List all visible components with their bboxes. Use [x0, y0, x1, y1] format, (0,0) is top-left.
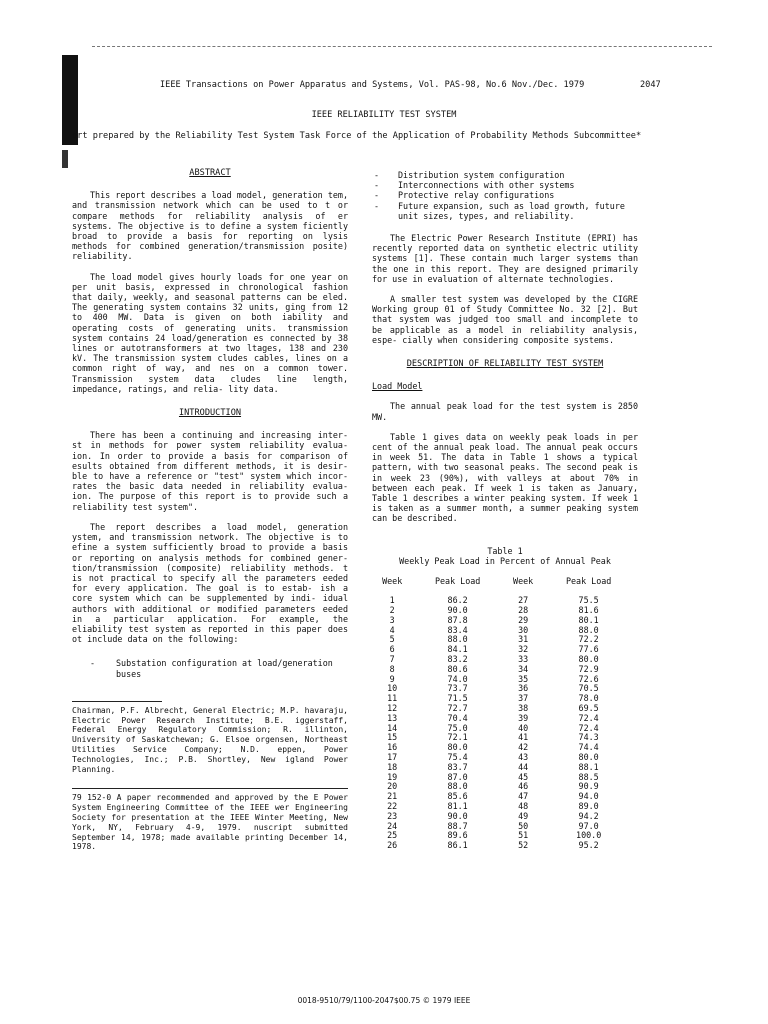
- table-cell: 97.0: [578, 820, 599, 831]
- table1-paragraph: Table 1 gives data on weekly peak loads in per cent of the annual peak load. The annual peak occurs in week 51. The data in Table 1 shows a typical pattern, with two seasonal peaks. The second peak is in week 23 (90%), with valleys at about 70% in between each peak. If week 1 is taken as January, Table 1 describes a winter peaking system. If week 1 is taken as a summer month, a summer peaking system can be described.: [372, 431, 638, 524]
- table-cell: 5: [389, 634, 395, 645]
- table-header-row: [372, 576, 634, 596]
- copyright-footer: 0018-9510/79/1100-2047$00.75 © 1979 IEEE: [297, 996, 471, 1005]
- table-cell: 16: [387, 742, 398, 753]
- weekly-peak-table: [372, 576, 634, 851]
- abstract-paragraph-2: The load model gives hourly loads for one year on per unit basis, expressed in chronological fashion that daily, weekly, and seasonal patterns can be eled. The generating system contains 32 units, ging from 12 to 400 MW. Data is given on both iability and operating costs of generating units. transmission system contains 24 load/generation es connected by 38 lines or autotransformers at two ltages, 138 and 230 kV. The transmission system cludes cables, lines on a common right of way, and nes on a common tower. Transmission system data cludes line length, impedance, ratings, and relia- lity data.: [72, 271, 348, 394]
- table-cell: 88.0: [447, 634, 468, 645]
- footnote-paper: 79 152-0 A paper recommended and approved by the E Power System Engineering Committee of the IEEE wer Engineering Society for presentation at the IEEE Winter Meeting, New York, NY, February 4-9, 1979. nuscript submitted September 14, 1978; made available printing December 14, 1978.: [72, 793, 348, 852]
- table-cell: 29: [518, 614, 529, 625]
- table-cell: 28: [518, 605, 529, 616]
- table-cell: 73.7: [447, 683, 468, 694]
- table-cell: 95.2: [578, 840, 599, 851]
- table-cell: 43: [518, 752, 529, 763]
- table-cell: 70.4: [447, 712, 468, 723]
- table-cell: 20: [387, 781, 398, 792]
- table-cell: 9: [389, 673, 395, 684]
- table-cell: 72.7: [447, 703, 468, 714]
- table-cell: 72.9: [578, 663, 599, 674]
- table-cell: 45: [518, 771, 529, 782]
- footnote-rule-2: [72, 788, 348, 789]
- table-cell: 78.0: [578, 693, 599, 704]
- table-cell: 83.7: [447, 761, 468, 772]
- table-cell: 26: [387, 840, 398, 851]
- column-header: Peak Load: [565, 576, 612, 587]
- left-bullet-item: - Substation configuration at load/generation buses: [72, 658, 348, 678]
- table-cell: 44: [518, 761, 529, 772]
- table-cell: 90.0: [447, 810, 468, 821]
- table-cell: 89.6: [447, 830, 468, 841]
- table-cell: 34: [518, 663, 529, 674]
- table-cell: 48: [518, 801, 529, 812]
- intro-paragraph-1: There has been a continuing and increasing inter- st in methods for power system reliability evalua- ion. In order to provide a basis for comparison of esults obtained from different methods, it is desir- ble to have a reference or "test" system which incor- rates the basic data needed in reliability evalua- ion. The purpose of this report is to provide such a reliability test system".: [72, 430, 348, 512]
- list-item: - Distribution system configuration: [372, 170, 638, 180]
- table-cell: 37: [518, 693, 529, 704]
- table-cell: 84.1: [447, 644, 468, 655]
- table-cell: 1: [389, 595, 395, 606]
- table-cell: 39: [518, 712, 529, 723]
- table-cell: 90.0: [447, 605, 468, 616]
- binding-shadow-small: [62, 150, 68, 168]
- table-cell: 80.1: [578, 614, 599, 625]
- table-cell: 75.4: [447, 752, 468, 763]
- table-cell: 75.0: [447, 722, 468, 733]
- table-cell: 80.0: [578, 752, 599, 763]
- table-cell: 100.0: [576, 830, 602, 841]
- table-cell: 46: [518, 781, 529, 792]
- table-cell: 19: [387, 771, 398, 782]
- table-cell: 88.5: [578, 771, 599, 782]
- table-cell: 80.6: [447, 663, 468, 674]
- table-cell: 36: [518, 683, 529, 694]
- table-cell: 77.6: [578, 644, 599, 655]
- table-cell: 24: [387, 820, 398, 831]
- list-item: - Interconnections with other systems: [372, 180, 638, 190]
- list-item: - Protective relay configurations: [372, 190, 638, 200]
- description-heading: DESCRIPTION OF RELIABILITY TEST SYSTEM: [406, 359, 604, 370]
- table-cell: 10: [387, 683, 398, 694]
- table-cell: 74.0: [447, 673, 468, 684]
- table-cell: 15: [387, 732, 398, 743]
- table-cell: 49: [518, 810, 529, 821]
- table-cell: 81.1: [447, 801, 468, 812]
- table-cell: 41: [518, 732, 529, 743]
- table-cell: 11: [387, 693, 398, 704]
- footnote-rule: [72, 701, 162, 702]
- table-cell: 81.6: [578, 605, 599, 616]
- column-header: Peak Load: [434, 576, 481, 587]
- table-cell: 14: [387, 722, 398, 733]
- epri-paragraph: The Electric Power Research Institute (EPRI) has recently reported data on synthetic electric utility systems [1]. These contain much larger systems than the one in this report. They are designed primarily for use in evaluation of alternate technologies.: [372, 233, 638, 284]
- table-cell: 80.0: [447, 742, 468, 753]
- right-column: [372, 170, 638, 851]
- top-rule: [92, 46, 712, 47]
- table-cell: 88.0: [578, 624, 599, 635]
- table-cell: 72.1: [447, 732, 468, 743]
- table-body: [372, 596, 634, 851]
- table-cell: 69.5: [578, 703, 599, 714]
- table-row: [372, 841, 634, 851]
- table-cell: 90.9: [578, 781, 599, 792]
- table-cell: 51: [518, 830, 529, 841]
- table-cell: 87.0: [447, 771, 468, 782]
- table-cell: 2: [389, 605, 395, 616]
- table-cell: 94.2: [578, 810, 599, 821]
- table-cell: 17: [387, 752, 398, 763]
- table-cell: 31: [518, 634, 529, 645]
- table-cell: 74.3: [578, 732, 599, 743]
- table-cell: 32: [518, 644, 529, 655]
- table-cell: 3: [389, 614, 395, 625]
- table-cell: 42: [518, 742, 529, 753]
- table-cell: 38: [518, 703, 529, 714]
- table-cell: 12: [387, 703, 398, 714]
- abstract-paragraph-1: This report describes a load model, generation tem, and transmission network which can be used to t or compare methods for reliability analysis of er systems. The objective is to define a system ficiently broad to provide a basis for reporting on lysis methods for combined generation/transmission posite) reliability.: [72, 190, 348, 262]
- table-cell: 86.1: [447, 840, 468, 851]
- table-cell: 40: [518, 722, 529, 733]
- table-cell: 30: [518, 624, 529, 635]
- table-cell: 8: [389, 663, 395, 674]
- table-cell: 83.2: [447, 654, 468, 665]
- annual-peak-paragraph: The annual peak load for the test system is 2850 MW.: [372, 401, 638, 422]
- table-cell: 47: [518, 791, 529, 802]
- table-cell: 23: [387, 810, 398, 821]
- page-number: 2047: [640, 80, 661, 90]
- footnote-authors: Chairman, P.F. Albrecht, General Electric; M.P. havaraju, Electric Power Research Institute; B.E. iggerstaff, Federal Energy Regulatory Commission; R. illinton, University of Saskatchewan; G. Elsoe orgensen, Northeast Utilities Service Company; N.D. eppen, Power Technologies, Inc.; P.B. Shortley, New igland Power Planning.: [72, 705, 348, 774]
- table-cell: 6: [389, 644, 395, 655]
- table-cell: 18: [387, 761, 398, 772]
- journal-header: IEEE Transactions on Power Apparatus and Systems, Vol. PAS-98, No.6 Nov./Dec. 1979: [160, 80, 585, 90]
- table-cell: 13: [387, 712, 398, 723]
- exclusion-list: [372, 170, 638, 221]
- table-cell: 86.2: [447, 595, 468, 606]
- table-cell: 33: [518, 654, 529, 665]
- table-cell: 87.8: [447, 614, 468, 625]
- table-cell: 70.5: [578, 683, 599, 694]
- list-item: - Future expansion, such as load growth, future unit sizes, types, and reliability.: [372, 201, 638, 221]
- column-header: Week: [382, 576, 403, 587]
- table-cell: 80.0: [578, 654, 599, 665]
- introduction-heading: INTRODUCTION: [178, 408, 242, 419]
- table-cell: 94.0: [578, 791, 599, 802]
- load-model-heading: Load Model: [372, 381, 423, 392]
- table-cell: 88.7: [447, 820, 468, 831]
- cigre-paragraph: A smaller test system was developed by the CIGRE Working group 01 of Study Committee No. 32 [2]. But that system was judged too small and incomplete to be applicable as a model in reliability analysis, espe- cially when considering composite systems.: [372, 294, 638, 345]
- table-cell: 72.4: [578, 722, 599, 733]
- abstract-heading: ABSTRACT: [189, 168, 231, 178]
- table-cell: 25: [387, 830, 398, 841]
- table-cell: 52: [518, 840, 529, 851]
- table-title: Table 1: [487, 545, 523, 556]
- table-cell: 7: [389, 654, 395, 665]
- table-cell: 50: [518, 820, 529, 831]
- table-cell: 21: [387, 791, 398, 802]
- table-cell: 4: [389, 624, 395, 635]
- table-caption: Weekly Peak Load in Percent of Annual Peak: [399, 555, 611, 566]
- table-cell: 71.5: [447, 693, 468, 704]
- table-cell: 22: [387, 801, 398, 812]
- table-cell: 72.6: [578, 673, 599, 684]
- table-cell: 35: [518, 673, 529, 684]
- paper-title: IEEE RELIABILITY TEST SYSTEM: [311, 110, 457, 120]
- table-cell: 88.0: [447, 781, 468, 792]
- column-header: Week: [513, 576, 534, 587]
- table-cell: 74.4: [578, 742, 599, 753]
- table-cell: 85.6: [447, 791, 468, 802]
- table-cell: 88.1: [578, 761, 599, 772]
- left-column: [72, 168, 348, 852]
- table-cell: 75.5: [578, 595, 599, 606]
- table-cell: 72.4: [578, 712, 599, 723]
- paper-subtitle: ort prepared by the Reliability Test System Task Force of the Application of Probability Methods Subcommittee*: [72, 131, 642, 141]
- intro-paragraph-2: The report describes a load model, generation ystem, and transmission network. The objective is to efine a system sufficiently broad to provide a basis or reporting on analysis methods for combined gener- tion/transmission (composite) reliability methods. t is not practical to specify all the parameters eeded for every application. The goal is to estab- ish a core system which can be supplemented by indi- idual authors with additional or modified parameters eeded in a particular application. For example, the eliability test system as reported in this paper does ot include data on the following:: [72, 521, 348, 645]
- table-cell: 89.0: [578, 801, 599, 812]
- table-cell: 83.4: [447, 624, 468, 635]
- table-cell: 72.2: [578, 634, 599, 645]
- table-cell: 27: [518, 595, 529, 606]
